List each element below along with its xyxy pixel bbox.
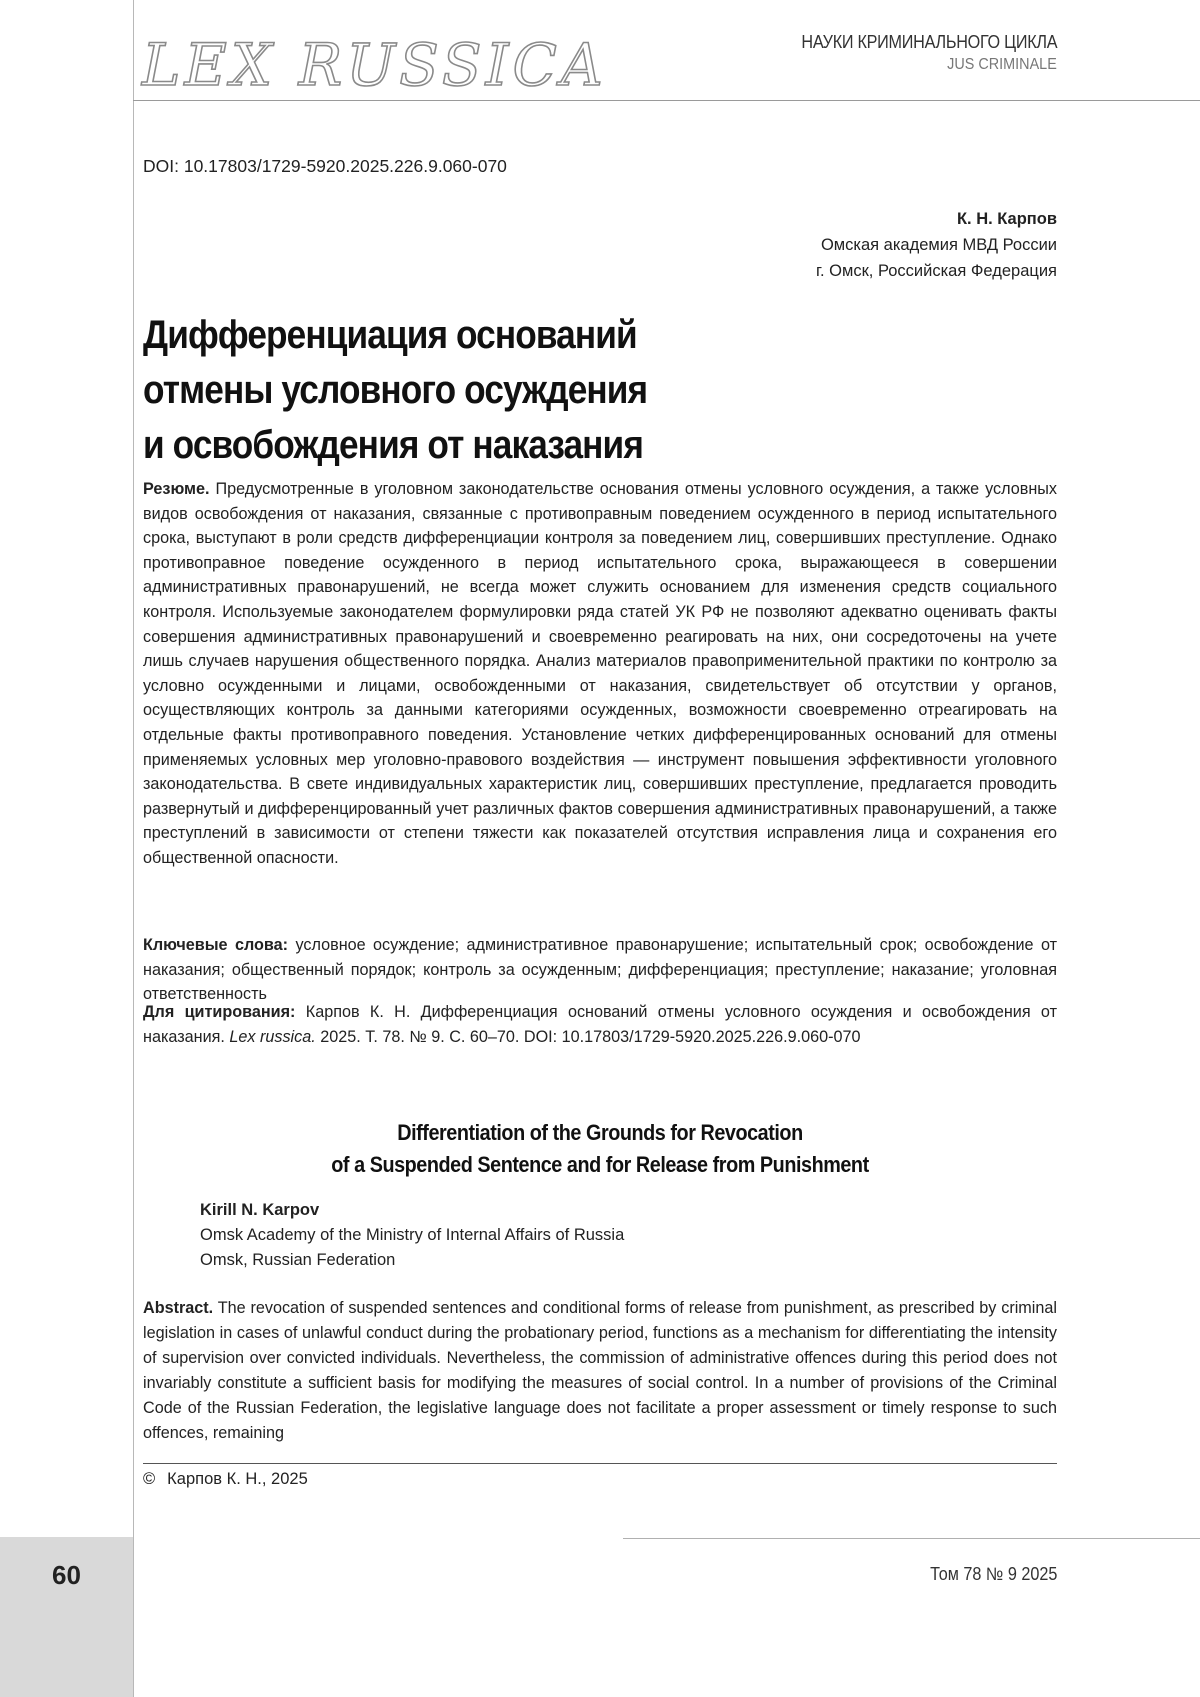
left-margin-rule — [133, 0, 134, 1697]
title-line: Дифференциация оснований — [143, 313, 637, 357]
title-en-line: Differentiation of the Grounds for Revocation — [397, 1120, 803, 1145]
keywords-label-ru: Ключевые слова: — [143, 936, 289, 954]
title-line: и освобождения от наказания — [143, 423, 643, 467]
citation-journal: Lex russica. — [229, 1027, 316, 1046]
issue-info: Том 78 № 9 2025 — [929, 1564, 1057, 1584]
citation-ru — [143, 1000, 1057, 1049]
article-title-ru — [143, 308, 689, 473]
header-divider — [133, 100, 1200, 101]
article-title-en — [143, 1117, 1057, 1181]
citation-label-ru: Для цитирования: — [143, 1003, 296, 1021]
footer-divider — [623, 1538, 1200, 1539]
abstract-text-ru: Предусмотренные в уголовном законодательстве основания отмены условного осуждения, а также условных видов освобождения от наказания, связанные с противоправным поведением осужденного в период испытательного срока, выступают в роли средств дифференциации контроля за поведением лиц, совершивших преступление. Однако противоправное поведение осужденного в период испытательного срока, выражающееся в совершении административных правонарушений, не всегда может служить основанием для изменения средств социального контроля. Используемые законодателем формулировки ряда статей УК РФ не позволяют адекватно оценивать факты совершения административных правонарушений и своевременно реагировать на них, они сосредоточены на учете лишь случаев нарушения общественного порядка. Анализ материалов правоприменительной практики по контролю за условно осужденными и лицами, освобожденными от наказания, свидетельствует об отсутствии у органов, осуществляющих контроль за данными категориями осужденных, возможности своевременно отреагировать на отдельные факты противоправного поведения. Установление четких дифференцированных оснований для отмены применяемых условных мер уголовно-правового воздействия — инструмент повышения эффективности уголовного законодательства. В свете индивидуальных характеристик лиц, совершивших преступление, предлагается проводить развернутый и дифференцированный учет различных фактов совершения административных правонарушений, а также преступлений в зависимости от степени тяжести как показателей отсутствия исправления лица и сохранения его общественной опасности. — [143, 480, 1057, 867]
citation-text-before: Карпов К. Н. Дифференциация оснований отмены условного осуждения и освобождения от наказания. — [143, 1003, 1057, 1046]
author-block-en — [200, 1198, 624, 1273]
abstract-text-en: The revocation of suspended sentences and conditional forms of release from punishment, as prescribed by criminal legislation in cases of unlawful conduct during the probationary period, functions as a mechanism for differentiating the intensity of supervision over convicted individuals. Nevertheless, the commission of administrative offences during this period does not invariably constitute a sufficient basis for modifying the measures of social control. In a number of provisions of the Criminal Code of the Russian Federation, the legislative language does not facilitate a proper assessment or timely response to such offences, remaining — [143, 1299, 1057, 1442]
page-number: 60 — [52, 1560, 81, 1590]
copyright-note — [143, 1470, 308, 1489]
abstract-en — [143, 1296, 1057, 1446]
copyright-symbol: © — [143, 1470, 156, 1488]
citation-text-after: 2025. Т. 78. № 9. С. 60–70. DOI: 10.17803/1729-5920.2025.226.9.060-070 — [320, 1027, 861, 1046]
author-affiliation-en: Omsk Academy of the Ministry of Internal Affairs of Russia — [200, 1226, 625, 1244]
footnote-divider — [143, 1463, 1057, 1464]
author-name-ru: К. Н. Карпов — [956, 210, 1057, 228]
keywords-text-ru: условное осуждение; административное правонарушение; испытательный срок; освобождение от наказания; общественный порядок; контроль за осужденным; дифференциация; преступление; наказание; уголовная ответственность — [143, 936, 1058, 1004]
title-en-line: of a Suspended Sentence and for Release from Punishment — [331, 1152, 869, 1177]
abstract-ru — [143, 477, 1057, 871]
copyright-text: Карпов К. Н., 2025 — [167, 1470, 308, 1488]
section-title-en: JUS CRIMINALE — [947, 56, 1057, 73]
author-location-ru: г. Омск, Российская Федерация — [815, 262, 1057, 280]
abstract-label-en: Abstract. — [143, 1299, 214, 1317]
section-title-ru: НАУКИ КРИМИНАЛЬНОГО ЦИКЛА — [801, 32, 1057, 52]
abstract-label-ru: Резюме. — [143, 480, 210, 498]
title-line: отмены условного осуждения — [143, 368, 648, 412]
keywords-ru — [143, 933, 1057, 1007]
author-location-en: Omsk, Russian Federation — [200, 1251, 396, 1269]
author-affiliation-ru: Омская академия МВД России — [820, 236, 1057, 254]
doi-link[interactable]: DOI: 10.17803/1729-5920.2025.226.9.060-070 — [143, 156, 507, 176]
journal-logo: LEX RUSSICA — [142, 31, 607, 99]
author-block-ru — [816, 206, 1057, 284]
author-name-en: Kirill N. Karpov — [200, 1201, 320, 1219]
